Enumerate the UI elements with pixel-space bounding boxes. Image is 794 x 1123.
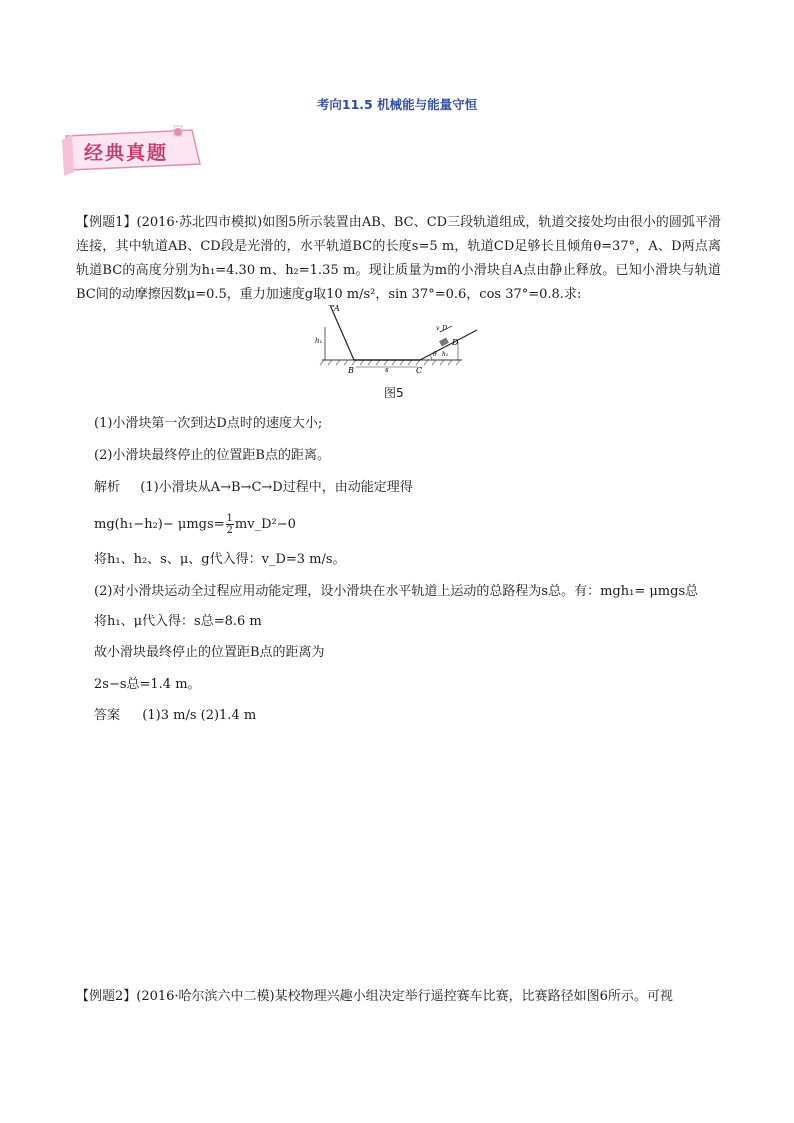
banner-label: 经典真题 bbox=[84, 142, 169, 164]
label-vD: v_D bbox=[436, 325, 448, 332]
track-figure bbox=[312, 305, 492, 380]
solution-step-1 bbox=[94, 478, 413, 498]
section-banner bbox=[62, 124, 207, 176]
equation-1 bbox=[94, 513, 296, 536]
solution-step-5: 故小滑块最终停止的位置距B点的距离为 bbox=[94, 645, 325, 660]
label-h1: h₁ bbox=[315, 337, 323, 345]
solution-step-4: 将h₁、μ代入得：s总=8.6 m bbox=[94, 614, 262, 629]
fraction-half bbox=[226, 513, 234, 536]
equation-left: mg(h₁−h₂)− μmgs= bbox=[94, 516, 225, 532]
page-title: 考向11.5 机械能与能量守恒 bbox=[316, 97, 478, 112]
example2-intro: 【例题2】(2016·哈尔滨六中二模)某校物理兴趣小组决定举行遥控赛车比赛，比赛路径如图6所示。可视 bbox=[76, 989, 673, 1004]
fraction-numerator: 1 bbox=[226, 513, 233, 524]
example1-intro: 【例题1】(2016·苏北四市模拟)如图5所示装置由AB、BC、CD三段轨道组成，轨道交接处均由很小的圆弧平滑连接，其中轨道AB、CD段是光滑的，水平轨道BC的长度s=5 m，轨道CD足够长且倾角θ=37°，A、D两点离轨道BC的高度分别为h₁=4.30 m、h₂=1.35 m。现让质量为m的小滑块自A点由静止释放。已知小滑块与轨道BC间的动摩擦因数μ=0.5，重力加速度g取10 m/s²，sin 37°=0.6，cos 37°=0.8.求: bbox=[76, 215, 721, 302]
solution-label: 解析 bbox=[94, 480, 121, 495]
label-h2: h₂ bbox=[442, 351, 449, 358]
equation-right: mv_D²−0 bbox=[234, 516, 296, 532]
label-C: C bbox=[416, 366, 423, 375]
question-1: (1)小滑块第一次到达D点时的速度大小; bbox=[94, 416, 323, 431]
label-s: s bbox=[385, 366, 389, 374]
answer-text: (1)3 m/s (2)1.4 m bbox=[142, 708, 257, 723]
answer-line bbox=[94, 706, 256, 726]
label-A: A bbox=[334, 305, 340, 313]
label-D: D bbox=[452, 338, 459, 347]
answer-label: 答案 bbox=[94, 708, 121, 723]
solution-step-3: (2)对小滑块运动全过程应用动能定理，设小滑块在水平轨道上运动的总路程为s总。有：mgh₁= μmgs总 bbox=[94, 584, 699, 599]
solution-step-2: 将h₁、h₂、s、μ、g代入得：v_D=3 m/s。 bbox=[94, 552, 346, 567]
solution-step-6: 2s−s总=1.4 m。 bbox=[94, 677, 201, 692]
question-2: (2)小滑块最终停止的位置距B点的距离。 bbox=[94, 448, 330, 463]
label-theta: θ bbox=[433, 351, 437, 358]
solution-text-1: (1)小滑块从A→B→C→D过程中，由动能定理得 bbox=[140, 480, 413, 495]
label-B: B bbox=[348, 366, 354, 375]
fraction-denominator: 2 bbox=[226, 525, 233, 536]
figure-caption: 图5 bbox=[384, 386, 404, 400]
